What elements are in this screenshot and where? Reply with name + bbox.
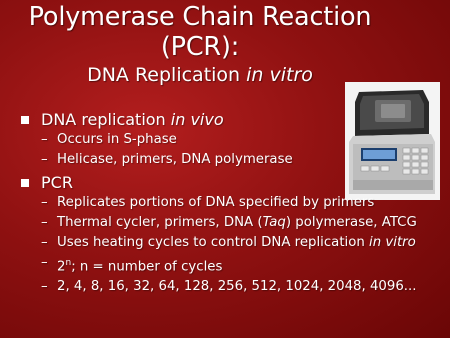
slide-title (0, 2, 400, 87)
bullet-pcr (21, 173, 446, 193)
subtitle-text: DNA Replication (87, 64, 247, 86)
sub-bullet-text: ; n = number of cycles (71, 259, 223, 275)
subtitle-italic: in vitro (246, 64, 313, 86)
square-bullet-icon (21, 179, 29, 187)
sub-bullet-text-end: ) polymerase, ATCG (285, 215, 417, 230)
exponent: n (65, 258, 72, 268)
sub-bullet-text: Occurs in S-phase (57, 132, 177, 147)
bullet-text: PCR (41, 173, 73, 192)
sub-bullet-text: Uses heating cycles to control DNA replication (57, 235, 370, 250)
sub-bullet-text: 2, 4, 8, 16, 32, 64, 128, 256, 512, 1024, 2048, 4096... (57, 279, 417, 295)
bullet-italic: in vivo (170, 110, 224, 129)
base-number: 2 (57, 259, 66, 275)
sub-bullet (21, 277, 446, 297)
sub-bullet (21, 253, 446, 277)
dash-bullet-icon: – (41, 279, 48, 295)
sub-bullet (21, 150, 446, 170)
dash-bullet-icon: – (41, 255, 48, 270)
title-line-2: (PCR): (160, 32, 240, 62)
bullet-text: DNA replication (41, 110, 171, 129)
dash-bullet-icon: – (41, 235, 48, 250)
in-vitro-italic: in vitro (369, 235, 416, 250)
title-line-1: Polymerase Chain Reaction (28, 2, 372, 32)
square-bullet-icon (21, 116, 29, 124)
sub-bullet (21, 213, 446, 233)
sub-bullet-text: Replicates portions of DNA specified by primers (57, 195, 375, 210)
dash-bullet-icon: – (41, 152, 48, 167)
sub-bullet (21, 233, 446, 253)
slide-content (21, 110, 446, 297)
dash-bullet-icon: – (41, 215, 48, 230)
sub-bullet-text: Helicase, primers, DNA polymerase (57, 152, 293, 167)
sub-bullet (21, 193, 446, 213)
dash-bullet-icon: – (41, 195, 48, 210)
sub-bullet-text: Thermal cycler, primers, DNA ( (57, 215, 263, 230)
taq-italic: Taq (262, 215, 286, 230)
dash-bullet-icon: – (41, 132, 48, 147)
sub-bullet (21, 130, 446, 150)
subtitle (0, 64, 400, 87)
bullet-dna-replication (21, 110, 446, 130)
